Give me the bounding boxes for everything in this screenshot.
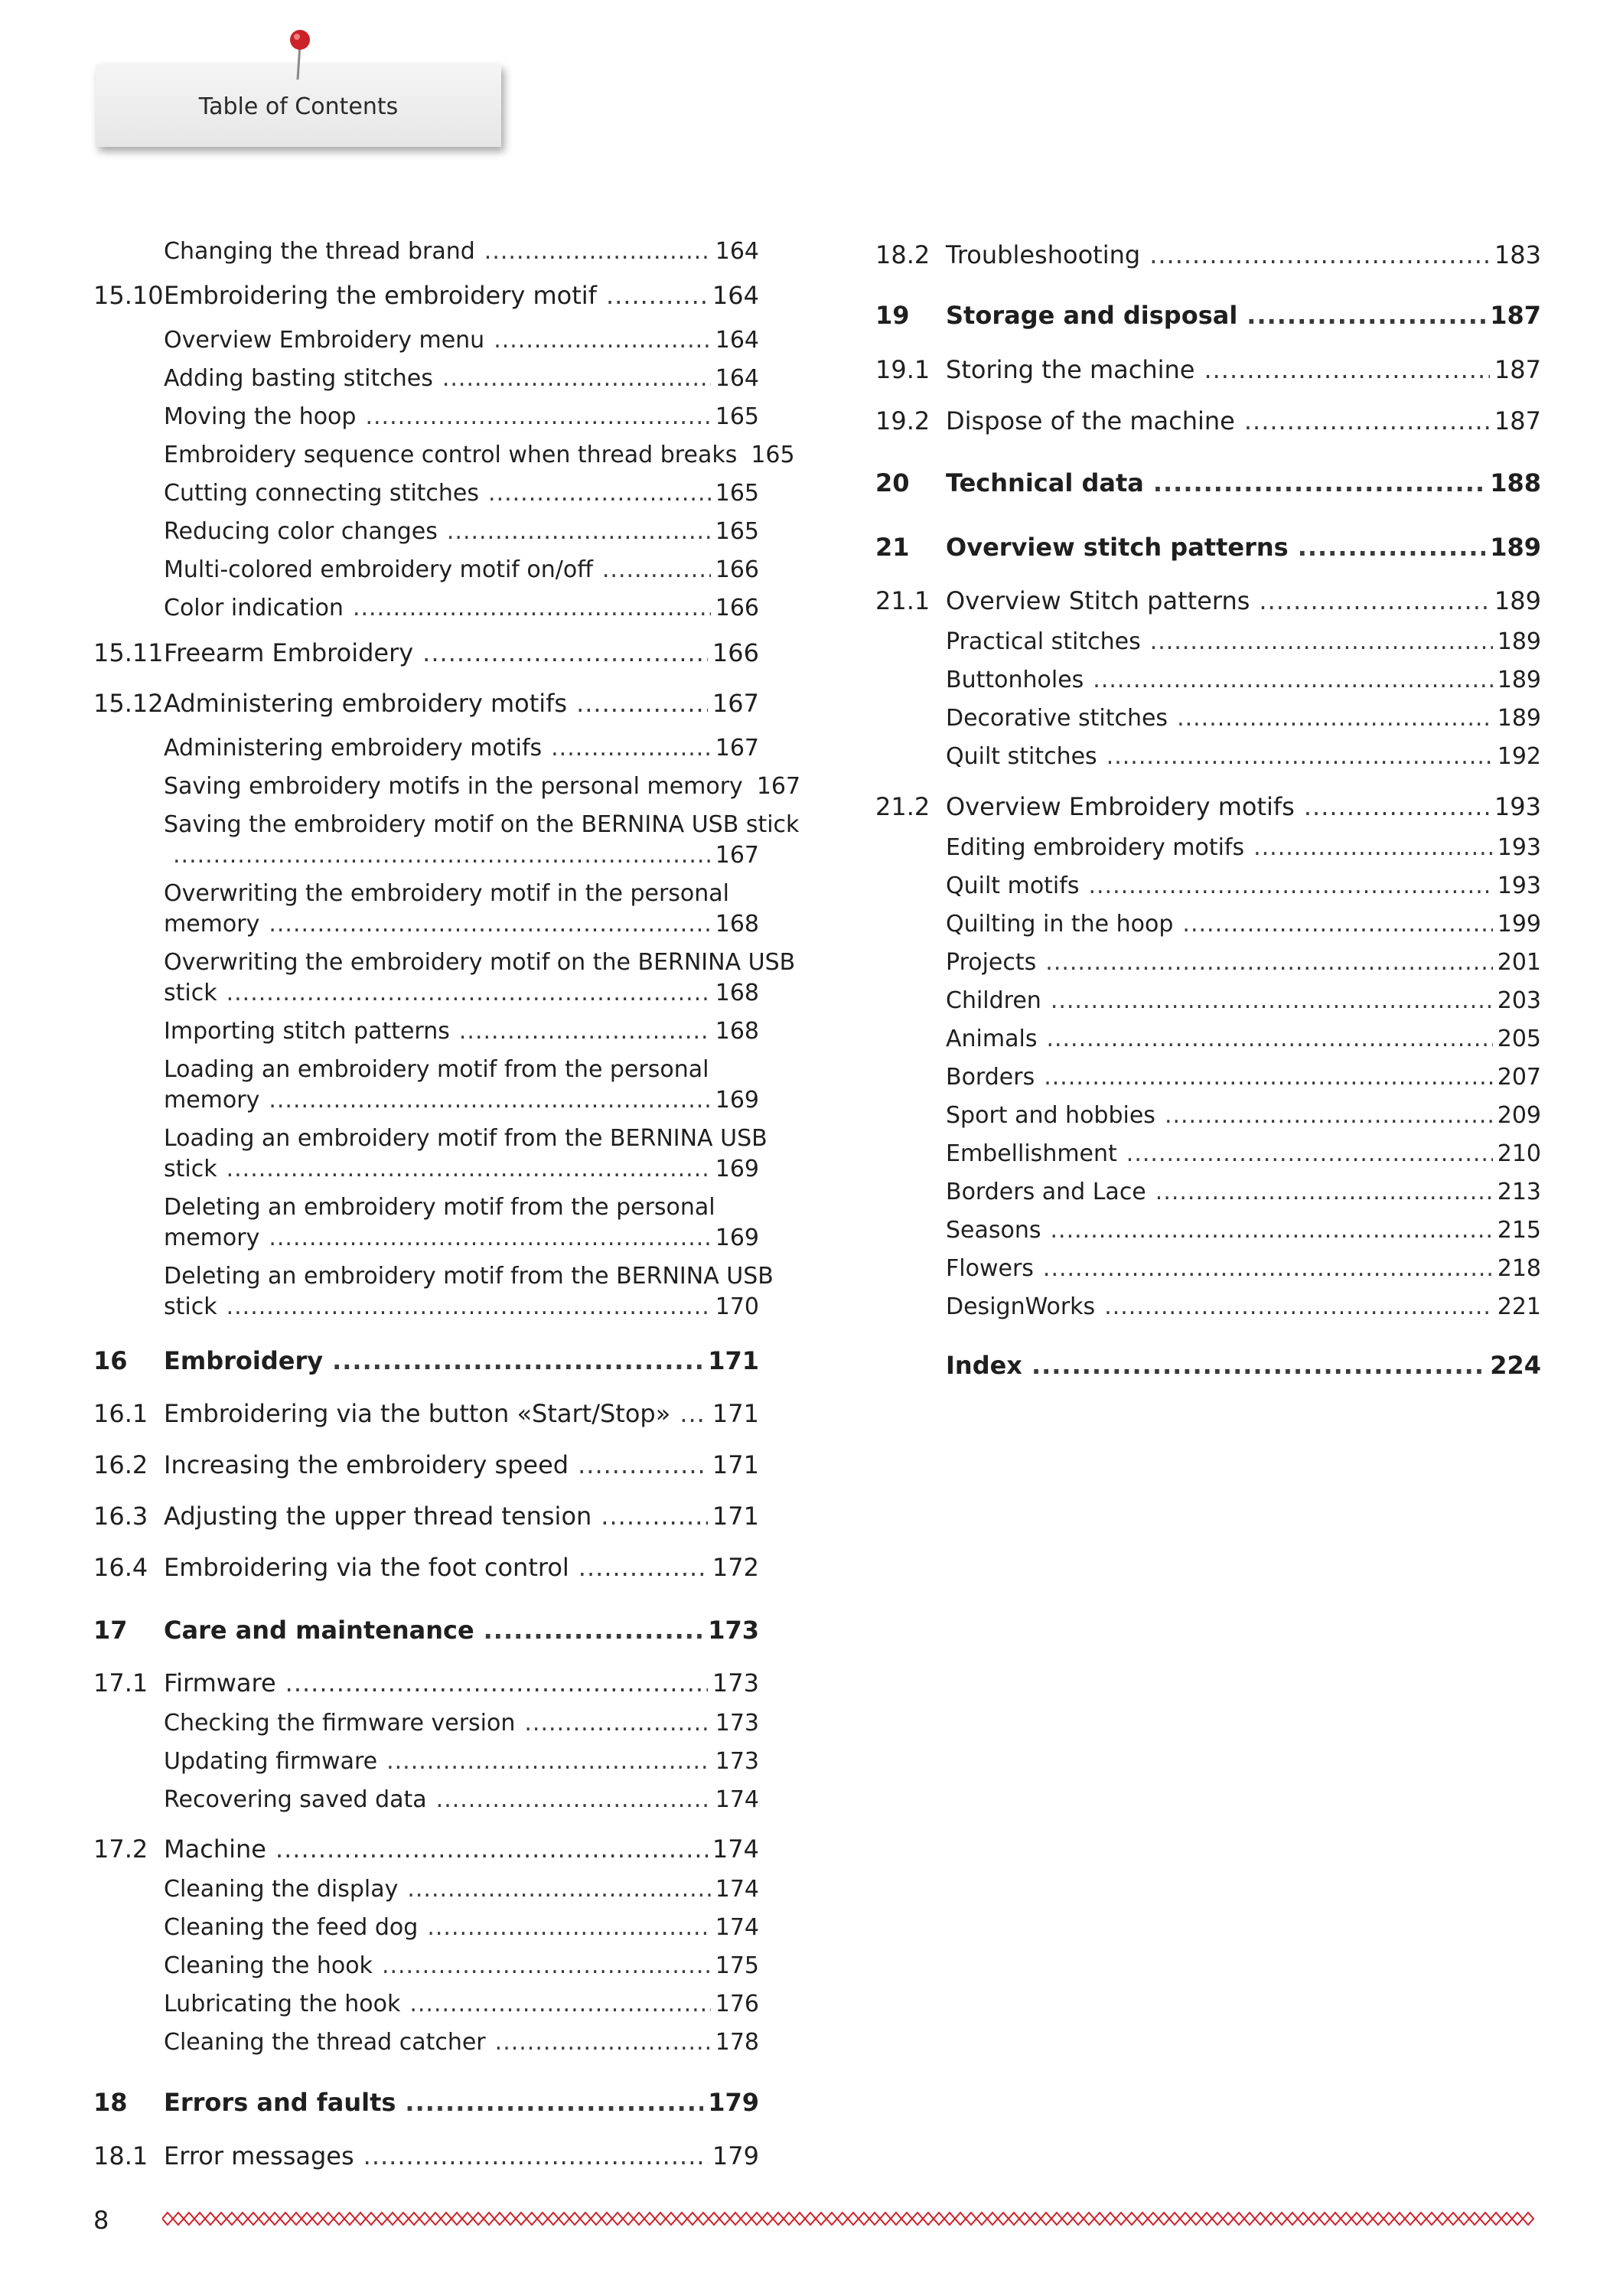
toc-entry-title: Moving the hoop — [164, 403, 357, 430]
toc-entry-title-continued: memory — [164, 1225, 260, 1251]
toc-entry-number: 17.1 — [93, 1668, 148, 1698]
toc-entry-title: Adjusting the upper thread tension — [164, 1502, 592, 1531]
toc-entry-page: 166 — [715, 595, 759, 621]
toc-entry[interactable] — [93, 1398, 759, 1430]
dot-leader — [227, 978, 711, 1009]
toc-entry-number: 16.4 — [93, 1553, 148, 1582]
header-title: Table of Contents — [198, 93, 399, 120]
toc-entry-page: 164 — [715, 238, 759, 265]
dot-leader — [551, 733, 711, 764]
toc-entry-title: Cutting connecting stitches — [164, 480, 480, 507]
toc-entry-title: Quilt motifs — [946, 872, 1080, 899]
toc-entry-title: Overview stitch patterns — [946, 533, 1289, 562]
toc-entry-page: 164 — [715, 327, 759, 354]
dot-leader — [1149, 240, 1490, 270]
toc-entry-number: 18 — [93, 2088, 128, 2117]
toc-entry[interactable] — [875, 585, 1541, 618]
toc-entry-title: Embroidering the embroidery motif — [164, 281, 597, 310]
toc-entry-title: Borders and Lace — [946, 1179, 1146, 1205]
toc-entry-title: Multi-colored embroidery motif on/off — [164, 556, 593, 583]
toc-entry[interactable] — [93, 1552, 759, 1584]
toc-entry-page: 210 — [1497, 1140, 1541, 1167]
dot-leader — [1298, 532, 1486, 563]
dot-leader — [1153, 468, 1485, 498]
toc-entry-page: 174 — [712, 1835, 759, 1864]
dot-leader — [285, 1668, 708, 1698]
toc-entry-page: 165 — [715, 518, 759, 545]
dot-leader — [1150, 627, 1493, 657]
toc-entry-number: 21.2 — [875, 792, 930, 821]
dot-leader — [1126, 1139, 1493, 1169]
toc-entry-page: 168 — [715, 911, 759, 938]
dot-leader — [1045, 947, 1492, 978]
toc-entry-number: 16.3 — [93, 1502, 148, 1531]
dot-leader — [427, 1913, 710, 1943]
toc-entry-title: Reducing color changes — [164, 518, 438, 545]
toc-entry[interactable] — [93, 280, 759, 312]
toc-entry-page: 171 — [708, 1346, 759, 1375]
toc-entry-page: 187 — [1494, 406, 1541, 435]
toc-entry-page: 173 — [715, 1748, 759, 1775]
toc-entry-title: Updating firmware — [164, 1748, 378, 1775]
toc-entry-page: 167 — [712, 689, 759, 718]
toc-entry-title: Embroidery sequence control when thread breaks — [164, 442, 738, 468]
toc-entry-page: 193 — [1497, 872, 1541, 899]
dot-leader — [442, 364, 711, 394]
dot-leader — [173, 840, 711, 871]
toc-entry-page: 175 — [715, 1952, 759, 1979]
toc-entry-title: Loading an embroidery motif from the BERNINA USB — [164, 1125, 768, 1152]
toc-entry-page: 165 — [715, 480, 759, 507]
toc-entry-page: 187 — [1494, 355, 1541, 384]
toc-entry-page: 165 — [715, 403, 759, 430]
dot-leader — [353, 593, 711, 624]
dot-leader — [602, 555, 711, 585]
dot-leader — [1259, 585, 1490, 616]
dot-leader — [386, 1746, 711, 1777]
toc-entry-number: 16.2 — [93, 1450, 148, 1479]
toc-entry-title: Technical data — [946, 468, 1144, 497]
dot-leader — [578, 1450, 708, 1480]
toc-entry-page: 169 — [715, 1225, 759, 1251]
toc-entry[interactable] — [93, 638, 759, 670]
dot-leader — [1031, 1350, 1485, 1381]
dot-leader — [1253, 833, 1493, 863]
toc-entry-title: Embroidery — [164, 1346, 324, 1375]
toc-entry-number: 17.2 — [93, 1835, 148, 1864]
toc-entry-title: Embroidering via the button «Start/Stop» — [164, 1399, 671, 1428]
toc-entry-title: Overview Embroidery motifs — [946, 792, 1295, 821]
toc-entry-title: Cleaning the display — [164, 1876, 399, 1903]
dot-leader — [227, 1292, 711, 1322]
dot-leader — [484, 236, 711, 267]
toc-entry[interactable] — [875, 406, 1541, 438]
toc-entry-page: 221 — [1497, 1293, 1541, 1320]
pushpin-icon — [285, 28, 315, 83]
toc-entry[interactable] — [875, 240, 1541, 272]
toc-entry-page: 189 — [1497, 705, 1541, 732]
dot-leader — [436, 1785, 711, 1815]
toc-entry-page: 169 — [715, 1087, 759, 1114]
toc-entry-title: Practical stitches — [946, 628, 1141, 655]
toc-entry-page: 174 — [715, 1786, 759, 1813]
toc-entry-page: 189 — [1494, 586, 1541, 615]
toc-entry-number: 21.1 — [875, 586, 930, 615]
toc-entry-number: 17 — [93, 1616, 128, 1645]
toc-entry-page: 207 — [1497, 1064, 1541, 1091]
toc-entry-title: Errors and faults — [164, 2088, 396, 2117]
toc-entry-number: 21 — [875, 533, 910, 562]
toc-entry-title: Firmware — [164, 1668, 276, 1698]
toc-entry-title: Sport and hobbies — [946, 1102, 1155, 1129]
dot-leader — [1093, 665, 1492, 696]
toc-entry-page: 189 — [1497, 667, 1541, 693]
dot-leader — [447, 517, 711, 547]
toc-entry[interactable] — [875, 354, 1541, 386]
toc-entry-number: 19.1 — [875, 355, 930, 384]
toc-entry-page: 171 — [712, 1450, 759, 1479]
toc-entry-page: 173 — [712, 1668, 759, 1698]
toc-entry-page: 193 — [1494, 792, 1541, 821]
dot-leader — [1165, 1101, 1493, 1131]
dot-leader — [332, 1345, 703, 1376]
toc-entry[interactable] — [93, 1501, 759, 1533]
dot-leader — [459, 1016, 711, 1047]
toc-entry[interactable] — [93, 1450, 759, 1482]
toc-entry-page: 179 — [708, 2088, 759, 2117]
dot-leader — [576, 688, 708, 719]
toc-entry-title: Importing stitch patterns — [164, 1018, 450, 1045]
dot-leader — [524, 1708, 710, 1739]
dot-leader — [1247, 300, 1485, 331]
toc-entry-title: Administering embroidery motifs — [164, 735, 543, 762]
toc-entry[interactable] — [93, 2141, 759, 2173]
toc-entry-page: 167 — [756, 773, 801, 800]
dot-leader — [1046, 1024, 1492, 1055]
toc-entry-page: 173 — [708, 1616, 759, 1645]
dot-leader — [365, 402, 710, 432]
toc-entry-page: 189 — [1490, 533, 1541, 562]
toc-entry-page: 168 — [715, 980, 759, 1006]
toc-entry-title: Deleting an embroidery motif from the BERNINA USB — [164, 1263, 774, 1290]
page-number: 8 — [93, 2206, 109, 2235]
toc-entry-title: Overwriting the embroidery motif on the BERNINA USB — [164, 949, 796, 976]
toc-entry-page: 167 — [715, 735, 759, 762]
toc-entry-number: 19 — [875, 301, 910, 330]
toc-entry-page: 178 — [715, 2029, 759, 2056]
toc-entry-page: 167 — [715, 842, 759, 869]
dot-leader — [405, 2087, 703, 2118]
toc-entry-page: 168 — [715, 1018, 759, 1045]
toc-entry-title: Administering embroidery motifs — [164, 689, 568, 718]
toc-entry[interactable] — [93, 688, 759, 720]
toc-entry-title: Overwriting the embroidery motif in the personal — [164, 880, 730, 907]
dot-leader — [495, 2027, 711, 2058]
dot-leader — [1051, 1215, 1493, 1246]
toc-entry-title: Decorative stitches — [946, 705, 1168, 732]
toc-entry-title: Troubleshooting — [946, 240, 1141, 269]
toc-entry-title: Cleaning the thread catcher — [164, 2029, 486, 2056]
toc-entry[interactable] — [875, 791, 1541, 823]
toc-entry-page: 164 — [715, 365, 759, 392]
dot-leader — [1044, 1062, 1493, 1093]
toc-entry-title: Error messages — [164, 2141, 354, 2170]
toc-entry-title: Saving embroidery motifs in the personal memory — [164, 773, 743, 800]
toc-entry-number: 16.1 — [93, 1399, 148, 1428]
toc-entry-title: Cleaning the hook — [164, 1952, 373, 1979]
toc-entry-title: Seasons — [946, 1217, 1041, 1244]
dot-leader — [1177, 703, 1493, 734]
toc-entry-number: 15.12 — [93, 689, 164, 718]
toc-entry-number: 20 — [875, 468, 910, 497]
toc-entry-page: 171 — [712, 1399, 759, 1428]
toc-entry-page: 189 — [1497, 628, 1541, 655]
toc-entry-title: Embellishment — [946, 1140, 1117, 1167]
dot-leader — [409, 1989, 710, 2020]
dot-leader — [382, 1951, 711, 1981]
toc-entry-page: 203 — [1497, 987, 1541, 1014]
toc-entry-title: Cleaning the feed dog — [164, 1914, 419, 1941]
toc-entry-page: 218 — [1497, 1255, 1541, 1282]
toc-entry-title: Recovering saved data — [164, 1786, 427, 1813]
toc-entry-page: 215 — [1497, 1217, 1541, 1244]
toc-entry-page: 166 — [715, 556, 759, 583]
toc-entry-number: 19.2 — [875, 406, 930, 435]
toc-entry-title: Projects — [946, 949, 1037, 976]
dot-leader — [488, 478, 711, 509]
dot-leader — [407, 1874, 710, 1905]
toc-entry-title: Storing the machine — [946, 355, 1195, 384]
dot-leader — [494, 325, 711, 356]
toc-entry-title: Index — [946, 1351, 1022, 1380]
toc-entry-title: Machine — [164, 1835, 266, 1864]
toc-entry-page: 193 — [1497, 834, 1541, 861]
toc-entry[interactable] — [93, 1668, 759, 1700]
toc-entry-title: Saving the embroidery motif on the BERNINA USB stick — [164, 811, 800, 838]
toc-entry-page: 213 — [1497, 1179, 1541, 1205]
toc-entry-title: Quilt stitches — [946, 743, 1097, 770]
toc-entry-title-continued: stick — [164, 1156, 217, 1182]
toc-entry-title: Adding basting stitches — [164, 365, 433, 392]
toc-entry-title: Flowers — [946, 1255, 1034, 1282]
toc-entry-title-continued: stick — [164, 1293, 217, 1320]
toc-entry-number: 15.10 — [93, 281, 164, 310]
dot-leader — [680, 1398, 708, 1429]
dot-leader — [1182, 909, 1492, 940]
dot-leader — [606, 280, 708, 311]
toc-entry[interactable] — [93, 1834, 759, 1866]
dot-leader — [269, 1223, 710, 1254]
toc-entry-title: Editing embroidery motifs — [946, 834, 1245, 861]
decorative-stitch-border — [162, 2210, 1540, 2227]
dot-leader — [1304, 791, 1490, 822]
toc-entry-title: Dispose of the machine — [946, 406, 1235, 435]
dot-leader — [1051, 986, 1493, 1016]
toc-entry-page: 171 — [712, 1502, 759, 1531]
toc-entry-title: Care and maintenance — [164, 1616, 474, 1645]
toc-entry-page: 170 — [715, 1293, 759, 1320]
dot-leader — [1104, 1292, 1493, 1322]
toc-entry-number: 18.2 — [875, 240, 930, 269]
toc-entry-page: 192 — [1497, 743, 1541, 770]
toc-entry-page: 224 — [1490, 1351, 1541, 1380]
toc-entry-title: Borders — [946, 1064, 1035, 1091]
toc-entry-title: Loading an embroidery motif from the personal — [164, 1056, 709, 1083]
dot-leader — [1088, 871, 1492, 902]
toc-entry-title: Deleting an embroidery motif from the personal — [164, 1194, 715, 1221]
toc-entry-page: 199 — [1497, 911, 1541, 938]
dot-leader — [269, 1085, 710, 1116]
toc-entry-number: 16 — [93, 1346, 128, 1375]
toc-entry-title: Freearm Embroidery — [164, 638, 414, 667]
dot-leader — [1244, 406, 1490, 436]
dot-leader — [1106, 742, 1493, 772]
toc-entry-title: Quilting in the hoop — [946, 911, 1174, 938]
toc-entry-page: 176 — [715, 1991, 759, 2017]
toc-entry-page: 166 — [712, 638, 759, 667]
dot-leader — [1204, 354, 1489, 385]
toc-entry-title: Checking the firmware version — [164, 1710, 516, 1737]
dot-leader — [601, 1501, 708, 1531]
toc-entry-page: 179 — [712, 2141, 759, 2170]
toc-entry-page: 209 — [1497, 1102, 1541, 1129]
toc-entry-title: DesignWorks — [946, 1293, 1096, 1320]
toc-entry-page: 172 — [712, 1553, 759, 1582]
dot-leader — [1043, 1254, 1493, 1284]
toc-entry-page: 169 — [715, 1156, 759, 1182]
dot-leader — [269, 909, 710, 940]
toc-entry-page: 188 — [1490, 468, 1541, 497]
dot-leader — [578, 1552, 708, 1583]
dot-leader — [1155, 1177, 1493, 1208]
toc-entry-title-continued: stick — [164, 980, 217, 1006]
toc-entry-page: 173 — [715, 1710, 759, 1737]
toc-entry-page: 165 — [751, 442, 795, 468]
toc-entry-page: 187 — [1490, 301, 1541, 330]
toc-entry-title: Increasing the embroidery speed — [164, 1450, 569, 1479]
toc-entry-title: Buttonholes — [946, 667, 1084, 693]
toc-entry-title: Changing the thread brand — [164, 238, 475, 265]
toc-entry-title: Embroidering via the foot control — [164, 1553, 569, 1582]
dot-leader — [363, 2141, 708, 2171]
dot-leader — [422, 638, 708, 668]
toc-entry-page: 183 — [1494, 240, 1541, 269]
dot-leader — [275, 1834, 708, 1864]
toc-entry-title: Children — [946, 987, 1041, 1014]
toc-entry-number: 15.11 — [93, 638, 164, 667]
toc-entry-title-continued: memory — [164, 1087, 260, 1114]
toc-entry-page: 205 — [1497, 1026, 1541, 1052]
toc-entry-title: Color indication — [164, 595, 344, 621]
toc-entry-page: 174 — [715, 1914, 759, 1941]
toc-entry-title: Storage and disposal — [946, 301, 1238, 330]
toc-entry-title-continued: memory — [164, 911, 260, 938]
toc-entry-number: 18.1 — [93, 2141, 148, 2170]
toc-entry-title: Overview Embroidery menu — [164, 327, 485, 354]
toc-entry-page: 174 — [715, 1876, 759, 1903]
dot-leader — [484, 1615, 704, 1645]
toc-entry-page: 201 — [1497, 949, 1541, 976]
dot-leader — [227, 1154, 711, 1185]
toc-entry-title: Animals — [946, 1026, 1038, 1052]
toc-entry-page: 164 — [712, 281, 759, 310]
toc-entry-title: Overview Stitch patterns — [946, 586, 1250, 615]
toc-entry-title: Lubricating the hook — [164, 1991, 401, 2017]
